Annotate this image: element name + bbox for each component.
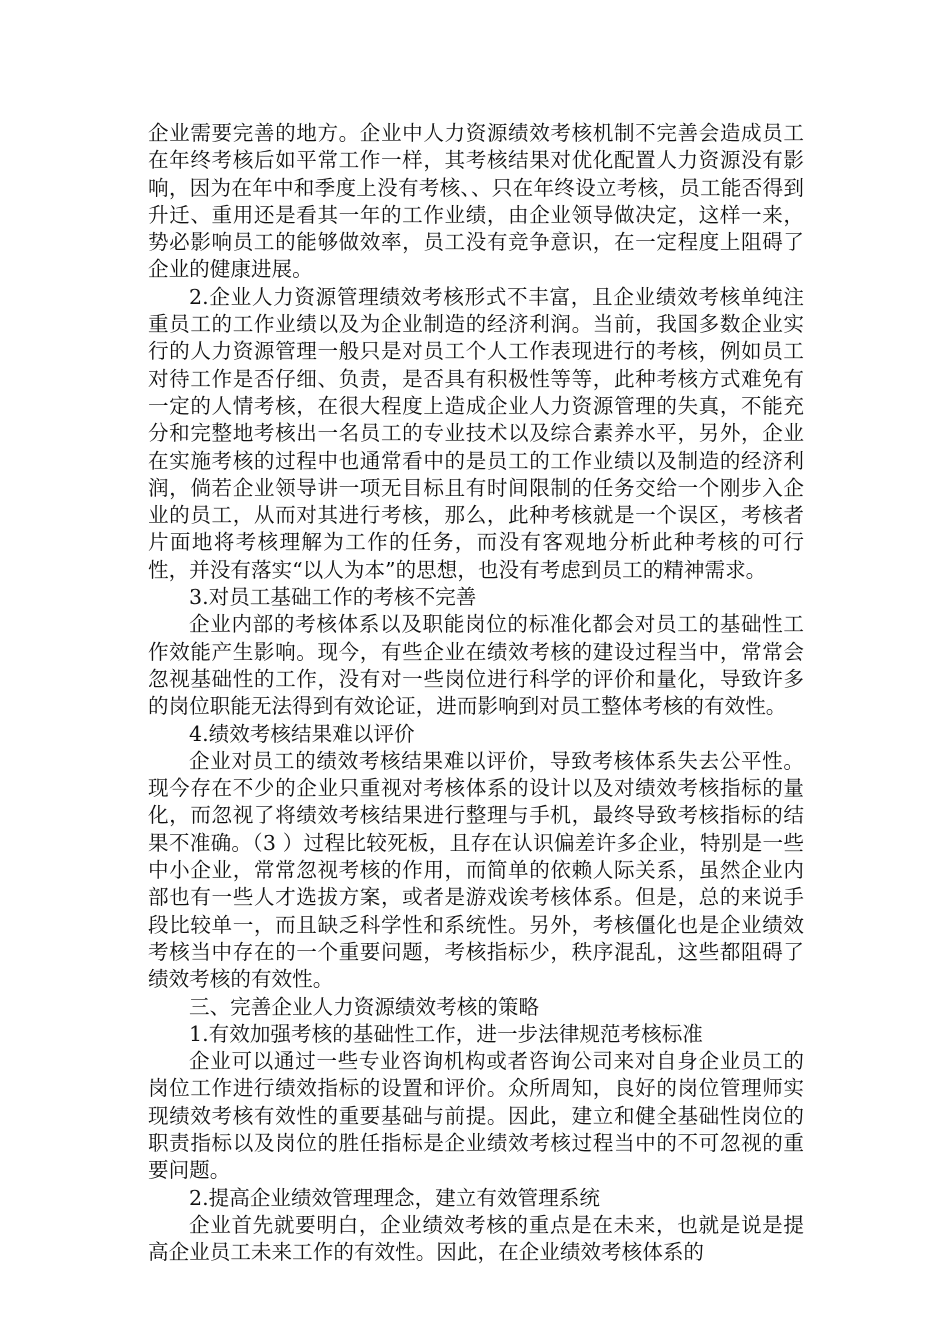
paragraph: 企业首先就要明白，企业绩效考核的重点是在未来，也就是说是提高企业员工未来工作的有效性。因此，在企业绩效考核体系的 <box>148 1212 804 1265</box>
paragraph: 企业内部的考核体系以及职能岗位的标准化都会对员工的基础性工作效能产生影响。现今，有些企业在绩效考核的建设过程当中，常常会忽视基础性的工作，没有对一些岗位进行科学的评价和量化，导致许多的岗位职能无法得到有效论证，进而影响到对员工整体考核的有效性。 <box>148 612 804 719</box>
paragraph: 企业需要完善的地方。企业中人力资源绩效考核机制不完善会造成员工在年终考核后如平常工作一样，其考核结果对优化配置人力资源没有影响，因为在年中和季度上没有考核、、只在年终设立考核，员工能否得到升迁、重用还是看其一年的工作业绩，由企业领导做决定，这样一来，势必影响员工的能够做效率，员工没有竞争意识，在一定程度上阻碍了企业的健康进展。 <box>148 121 804 282</box>
subsection-heading: 1.有效加强考核的基础性工作，进一步法律规范考核标准 <box>189 1021 703 1046</box>
section-heading: 4.绩效考核结果难以评价 <box>189 721 415 746</box>
paragraph: 企业可以通过一些专业咨询机构或者咨询公司来对自身企业员工的岗位工作进行绩效指标的设置和评价。众所周知，良好的岗位管理师实现绩效考核有效性的重要基础与前提。因此，建立和健全基础性岗位的职责指标以及岗位的胜任指标是企业绩效考核过程当中的不可忽视的重要问题。 <box>148 1049 804 1183</box>
section-heading: 三、完善企业人力资源绩效考核的策略 <box>189 994 540 1019</box>
section-heading: 3.对员工基础工作的考核不完善 <box>189 585 477 610</box>
paragraph: 2.企业人力资源管理绩效考核形式不丰富，且企业绩效考核单纯注重员工的工作业绩以及为企业制造的经济利润。当前，我国多数企业实行的人力资源管理一般只是对员工个人工作表现进行的考核，例如员工对待工作是否仔细、负责，是否具有积极性等等，此种考核方式难免有一定的人情考核，在很大程度上造成企业人力资源管理的失真，不能充分和完整地考核出一名员工的专业技术以及综合素养水平，另外，企业在实施考核的过程中也通常看中的是员工的工作业绩以及制造的经济利润，倘若企业领导讲一项无目标且有时间限制的任务交给一个刚步入企业的员工，从而对其进行考核，那么，此种考核就是一个误区，考核者片面地将考核理解为工作的任务，而没有客观地分析此种考核的可行性，并没有落实“以人为本”的思想，也没有考虑到员工的精神需求。 <box>148 284 804 582</box>
document-body <box>148 120 804 1266</box>
paragraph: 企业对员工的绩效考核结果难以评价，导致考核体系失去公平性。现今存在不少的企业只重视对考核体系的设计以及对绩效考核指标的量化，而忽视了将绩效考核结果进行整理与手机，最终导致考核指标的结果不准确。（3 ）过程比较死板，且存在认识偏差许多企业，特别是一些中小企业，常常忽视考核的作用，而简单的依赖人际关系，虽然企业内部也有一些人才选拔方案，或者是游戏诶考核体系。但是，总的来说手段比较单一，而且缺乏科学性和系统性。另外，考核僵化也是企业绩效考核当中存在的一个重要问题，考核指标少，秩序混乱，这些都阻碍了绩效考核的有效性。 <box>148 748 804 992</box>
subsection-heading: 2.提高企业绩效管理理念，建立有效管理系统 <box>189 1185 600 1210</box>
